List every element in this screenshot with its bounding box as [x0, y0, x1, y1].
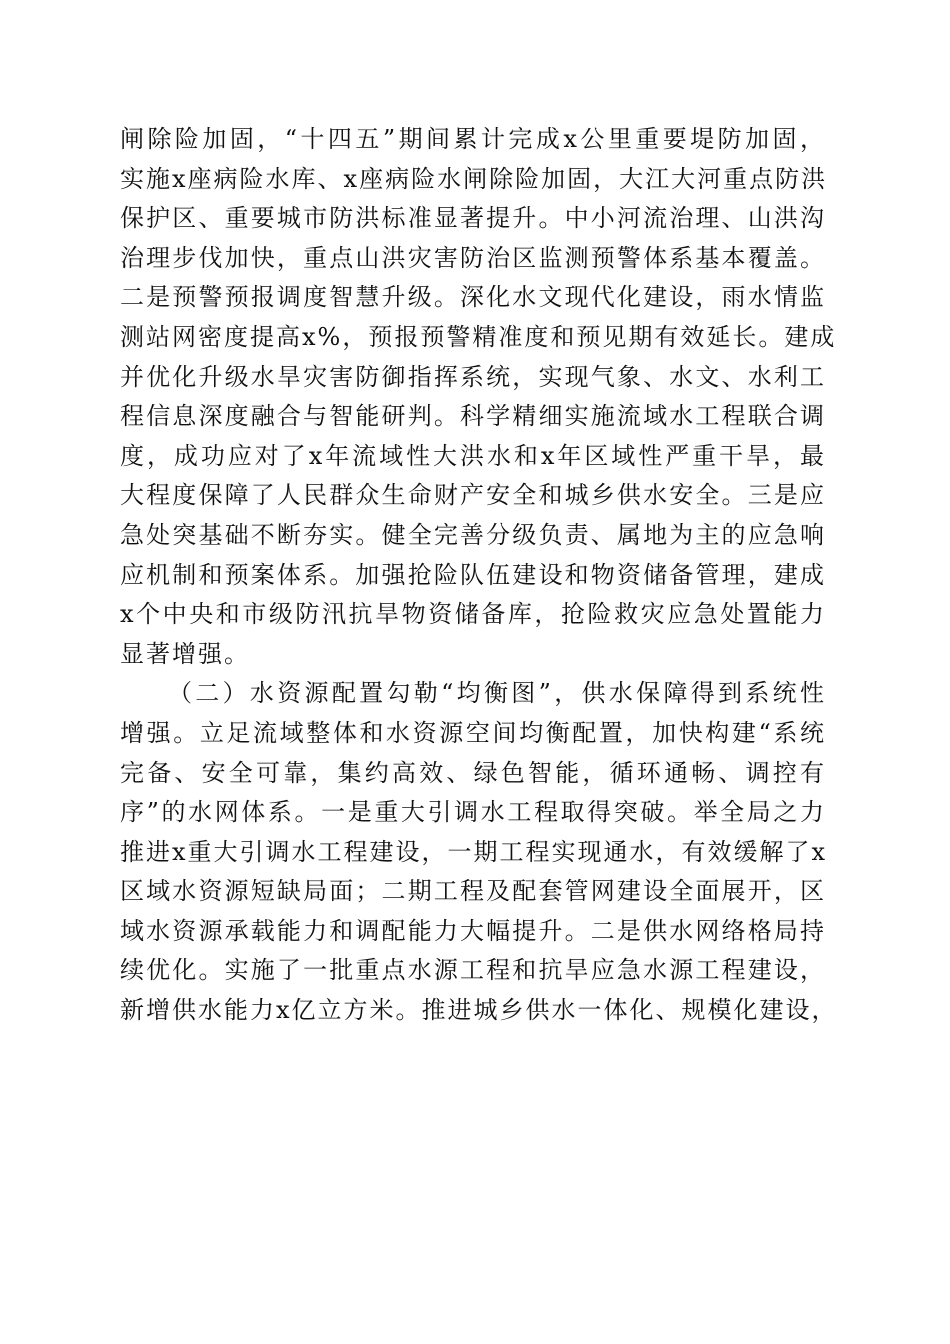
text-line: 区域水资源短缺局面；二期工程及配套管网建设全面展开，区 — [120, 877, 826, 906]
body-text — [120, 120, 838, 1031]
text-line: 推进x重大引调水工程建设，一期工程实现通水，有效缓解了x — [120, 837, 828, 866]
text-line: 序”的水网体系。一是重大引调水工程取得突破。举全局之力 — [120, 798, 826, 827]
text-line: x个中央和市级防汛抗旱物资储备库，抢险救灾应急处置能力 — [120, 600, 826, 629]
text-line: 增强。立足流域整体和水资源空间均衡配置，加快构建“系统 — [120, 718, 826, 747]
text-line: 测站网密度提高x%，预报预警精准度和预见期有效延长。建成 — [120, 322, 837, 351]
text-line: 续优化。实施了一批重点水源工程和抗旱应急水源工程建设， — [120, 956, 826, 985]
text-line: 应机制和预案体系。加强抢险队伍建设和物资储备管理，建成 — [120, 560, 826, 589]
text-line: 保护区、重要城市防洪标准显著提升。中小河流治理、山洪沟 — [120, 204, 826, 233]
text-line: 二是预警预报调度智慧升级。深化水文现代化建设，雨水情监 — [120, 283, 826, 312]
text-line: 程信息深度融合与智能研判。科学精细实施流域水工程联合调 — [120, 402, 826, 431]
paragraph-end-line: 显著增强。 — [120, 639, 250, 668]
text-line: 急处突基础不断夯实。健全完善分级负责、属地为主的应急响 — [120, 520, 826, 549]
text-line: 治理步伐加快，重点山洪灾害防治区监测预警体系基本覆盖。 — [120, 243, 826, 272]
text-line: 大程度保障了人民群众生命财产安全和城乡供水安全。三是应 — [120, 481, 826, 510]
text-line: 完备、安全可靠，集约高效、绿色智能，循环通畅、调控有 — [120, 758, 826, 787]
text-line: 并优化升级水旱灾害防御指挥系统，实现气象、水文、水利工 — [120, 362, 826, 391]
text-line: 度，成功应对了x年流域性大洪水和x年区域性严重干旱，最 — [120, 441, 826, 470]
text-line: 实施x座病险水库、x座病险水闸除险加固，大江大河重点防洪 — [120, 164, 828, 193]
text-line: 域水资源承载能力和调配能力大幅提升。二是供水网络格局持 — [120, 916, 826, 945]
text-line: 闸除险加固，“十四五”期间累计完成x公里重要堤防加固， — [120, 125, 826, 153]
section-heading-line: （二）水资源配置勾勒“均衡图”，供水保障得到系统性 — [168, 679, 826, 708]
text-line: 新增供水能力x亿立方米。推进城乡供水一体化、规模化建设， — [120, 996, 838, 1025]
